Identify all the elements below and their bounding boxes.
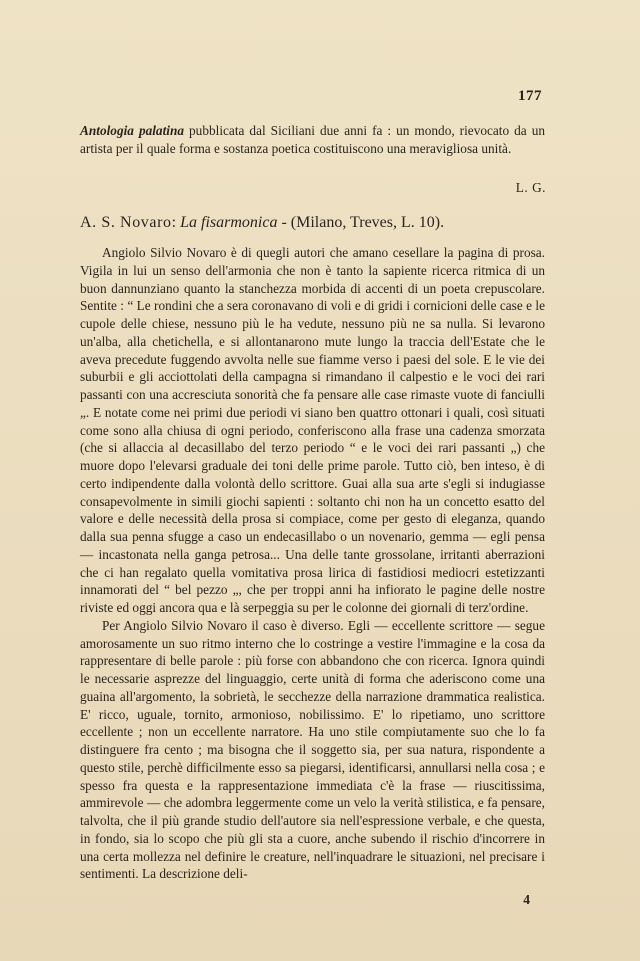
intro-text: pubblicata dal Siciliani due anni fa : un mondo, rievocato da un artista per il quale forma e sostanza poetica costituiscono una meravigliosa unità.	[80, 123, 546, 156]
review-heading	[80, 213, 550, 233]
intro-paragraph	[80, 122, 545, 158]
review-publication-info: - (Milano, Treves, L. 10).	[277, 214, 445, 231]
review-paragraph-1: Angiolo Silvio Novaro è di quegli autori che amano cesellare la pagina di prosa. Vigila in lui un senso dell'armonia che non è tanto la sapiente ricerca ritmica di un buon dannunziano quanto la stanchezza morbida di accenti di un poeta crepuscolare. Sentite : “ Le rondini che a sera coronavano di voli e di gridi i cornicioni delle case e le cupole delle chiese, nessuno più le ha vedute, nessuno più ne sa nulla. Si levarono un'alba, alla chetichella, e si allontanarono mute lungo la traccia dell'Estate che le aveva precedute fuggendo avvolta nelle sue fiamme verso i paesi del sole. E le vie dei suburbii e gli acciottolati della campagna si rimandano il calpestio e le voci dei rari passanti con una accresciuta sonorità che fa pensare alle case rimaste vuote di fanciulli „. E notate come nei primi due periodi vi siano ben quattro ottonari i quali, così situati come sono alla chiusa di ogni periodo, conferiscono alla frase una cadenza smorzata (che si allaccia al decasillabo del terzo periodo “ e le voci dei rari passanti „) che muore dopo l'elevarsi graduale dei toni delle prime parole. Tutto ciò, ben inteso, è di certo indipendente dalla volontà dello scrittore. Guai alla sua arte s'egli si indugiasse consapevolmente in simili giochi sapienti : soltanto chi non ha un concetto esatto del valore e delle necessità della prosa si compiace, come per gesto di eleganza, quando dalla sua penna sfugge a caso un endecasillabo o un novenario, gemma — egli pensa — incastonata nella ganga petrosa... Una delle tante grossolane, irritanti aberrazioni che ci han regalato quella vomitativa prosa lirica di fastidiosi mediocri estetizzanti innamorati del “ bel pezzo „, che per troppi anni ha infiorato le pagine delle nostre riviste ed oggi ancora qua e là serpeggia su per le colonne dei giornali di terz'ordine.	[80, 245, 545, 615]
intro-italic-title: Antologia palatina	[80, 123, 185, 138]
page-number: 177	[518, 88, 542, 104]
review-book-title: La fisarmonica	[180, 214, 278, 231]
heading-separator: :	[171, 214, 181, 231]
review-paragraph-2: Per Angiolo Silvio Novaro il caso è diverso. Egli — eccellente scrittore — segue amorosamente un suo ritmo interno che lo costringe a vestire l'immagine e la cosa da rappresentare di belle parole : più forse con abbandono che con ricerca. Ignora quindi le necessarie asprezze del linguaggio, certe unità di forma che aderiscono come una guaina all'argomento, la sobrietà, le secchezze della narrazione drammatica realistica. E' ricco, uguale, tornito, armonioso, nobilissimo. E' lo ripetiamo, uno scrittore eccellente ; non un eccellente narratore. Ha uno stile compiutamente suo che lo fa distinguere fra cento ; ma bisogna che il soggetto sia, per sua natura, rispondente a questo stile, perchè difficilmente esso sa piegarsi, identificarsi, annullarsi nella cosa ; e spesso fra questa e la rappresentazione immediata c'è la frase — riuscitissima, ammirevole — che adombra leggermente come un velo la verità stilistica, e fa pensare, talvolta, che il più grande studio dell'autore sia nell'espressione verbale, e che questa, in fondo, sia lo scopo che più gli sta a cuore, anche subendo il rischio d'incorrere in una certa mollezza nel definire le creature, nell'inquadrare le situazioni, nel precisare i sentimenti. La descrizione deli-	[80, 617, 545, 882]
review-body	[80, 244, 545, 883]
review-author: A. S. Novaro	[80, 214, 172, 231]
signature-mark: 4	[523, 892, 530, 907]
reviewer-signature: L. G.	[515, 180, 546, 195]
